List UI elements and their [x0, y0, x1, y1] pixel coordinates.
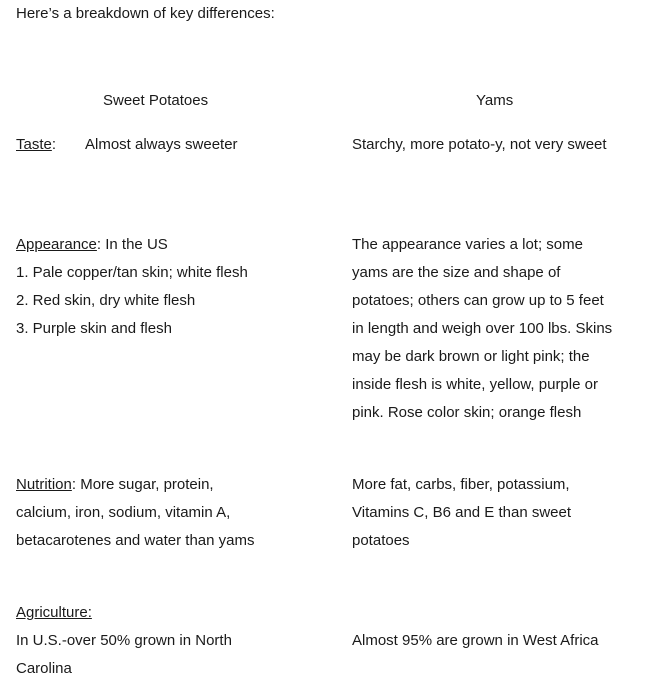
- appearance-sweet-line: 3. Purple skin and flesh: [16, 320, 172, 337]
- nutrition-sweet-line: calcium, iron, sodium, vitamin A,: [16, 504, 231, 521]
- appearance-yams-line: may be dark brown or light pink; the: [352, 348, 590, 365]
- nutrition-sweet-line: betacarotenes and water than yams: [16, 532, 255, 549]
- taste-sweet: Almost always sweeter: [85, 136, 238, 153]
- appearance-yams-line: inside flesh is white, yellow, purple or: [352, 376, 598, 393]
- nutrition-label: Nutrition: [16, 476, 72, 493]
- agriculture-sweet-line: In U.S.-over 50% grown in North: [16, 632, 232, 649]
- agriculture-sweet-line: Carolina: [16, 660, 72, 677]
- nutrition-yams-block: [352, 471, 571, 555]
- intro-text: Here’s a breakdown of key differences:: [16, 5, 275, 22]
- appearance-yams-line: pink. Rose color skin; orange flesh: [352, 404, 582, 421]
- nutrition-yams-line: potatoes: [352, 532, 410, 549]
- appearance-sweet-line: 2. Red skin, dry white flesh: [16, 292, 196, 309]
- header-sweet-potatoes: Sweet Potatoes: [103, 92, 209, 109]
- appearance-label-row: [16, 231, 248, 259]
- taste-yams: Starchy, more potato-y, not very sweet: [352, 136, 607, 153]
- nutrition-label-suffix: : More sugar, protein,: [71, 476, 214, 493]
- nutrition-sweet-block: [16, 471, 254, 555]
- appearance-sweet-line: 1. Pale copper/tan skin; white flesh: [16, 264, 248, 281]
- nutrition-label-row: [16, 471, 254, 499]
- appearance-yams-line: The appearance varies a lot; some: [352, 236, 583, 253]
- appearance-yams-line: in length and weigh over 100 lbs. Skins: [352, 320, 613, 337]
- taste-label: Taste: [16, 136, 52, 153]
- appearance-yams-line: potatoes; others can grow up to 5 feet: [352, 292, 604, 309]
- appearance-sweet-block: [16, 231, 248, 343]
- taste-label-row: [16, 131, 56, 159]
- taste-label-suffix: :: [51, 136, 57, 153]
- header-yams: Yams: [476, 92, 514, 109]
- agriculture-yams: Almost 95% are grown in West Africa: [352, 632, 599, 649]
- agriculture-sweet-block: [16, 599, 232, 683]
- nutrition-yams-line: Vitamins C, B6 and E than sweet: [352, 504, 572, 521]
- appearance-label-suffix: : In the US: [96, 236, 168, 253]
- appearance-yams-line: yams are the size and shape of: [352, 264, 561, 281]
- appearance-yams-block: [352, 231, 612, 427]
- appearance-label: Appearance: [16, 236, 97, 253]
- nutrition-yams-line: More fat, carbs, fiber, potassium,: [352, 476, 570, 493]
- agriculture-label: Agriculture:: [16, 604, 92, 621]
